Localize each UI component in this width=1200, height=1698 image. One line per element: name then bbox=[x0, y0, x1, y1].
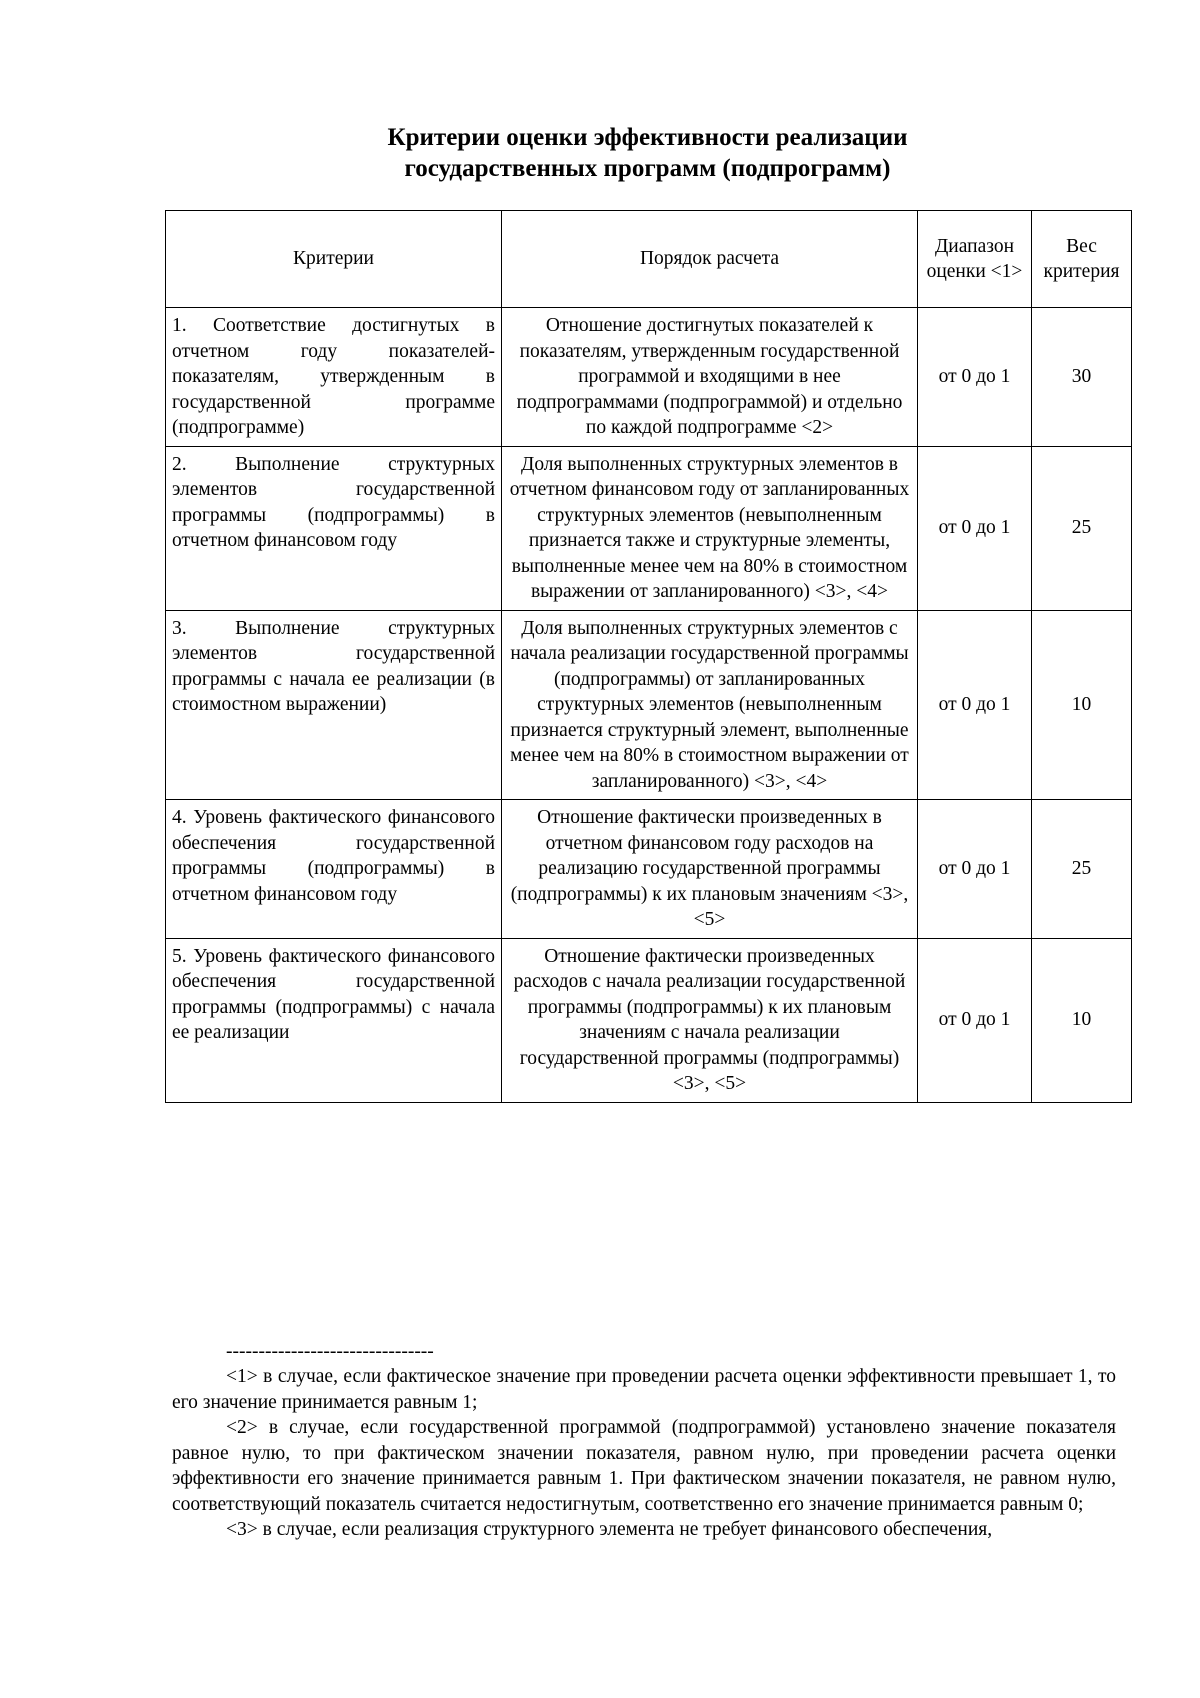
criterion-cell: 1. Соответствие достигнутых в отчетном году показателей-показателям, утвержденным в государственной программе (подпрограмме) bbox=[166, 308, 502, 447]
table-row bbox=[166, 938, 1132, 1102]
range-cell: от 0 до 1 bbox=[918, 446, 1032, 610]
weight-cell: 25 bbox=[1032, 446, 1132, 610]
weight-cell: 10 bbox=[1032, 938, 1132, 1102]
calculation-cell: Отношение фактически произведенных в отчетном финансовом году расходов на реализацию государственной программы (подпрограммы) к их плановым значениям <3>, <5> bbox=[502, 800, 918, 939]
calculation-cell: Отношение фактически произведенных расходов с начала реализации государственной программы (подпрограммы) к их плановым значениям с начала реализации государственной программы (подпрограммы) <3>, <5> bbox=[502, 938, 918, 1102]
header-calculation: Порядок расчета bbox=[502, 211, 918, 308]
footnote-1: <1> в случае, если фактическое значение при проведении расчета оценки эффективности превышает 1, то его значение принимается равным 1; bbox=[172, 1366, 1116, 1413]
table-row bbox=[166, 800, 1132, 939]
weight-cell: 25 bbox=[1032, 800, 1132, 939]
footnote-3: <3> в случае, если реализация структурного элемента не требует финансового обеспечения, bbox=[226, 1519, 993, 1540]
header-criteria: Критерии bbox=[166, 211, 502, 308]
header-weight: Вес критерия bbox=[1032, 211, 1132, 308]
criterion-cell: 3. Выполнение структурных элементов государственной программы с начала ее реализации (в стоимостном выражении) bbox=[166, 610, 502, 800]
criterion-cell: 4. Уровень фактического финансового обеспечения государственной программы (подпрограммы) в отчетном финансовом году bbox=[166, 800, 502, 939]
footnote-separator: -------------------------------- bbox=[226, 1341, 434, 1362]
document-title bbox=[165, 122, 1130, 184]
range-cell: от 0 до 1 bbox=[918, 800, 1032, 939]
table-row bbox=[166, 308, 1132, 447]
calculation-cell: Доля выполненных структурных элементов с начала реализации государственной программы (подпрограммы) от запланированных структурных элементов (невыполненным признается структурный элемент, выполненные менее чем на 80% в стоимостном выражении от запланированного) <3>, <4> bbox=[502, 610, 918, 800]
range-cell: от 0 до 1 bbox=[918, 610, 1032, 800]
header-range: Диапазон оценки <1> bbox=[918, 211, 1032, 308]
calculation-cell: Доля выполненных структурных элементов в отчетном финансовом году от запланированных структурных элементов (невыполненным признается также и структурные элементы, выполненные менее чем на 80% в стоимостном выражении от запланированного) <3>, <4> bbox=[502, 446, 918, 610]
table-row bbox=[166, 446, 1132, 610]
document-title-line-2: государственных программ (подпрограмм) bbox=[404, 155, 891, 182]
criterion-cell: 5. Уровень фактического финансового обеспечения государственной программы (подпрограммы) с начала ее реализации bbox=[166, 938, 502, 1102]
range-cell: от 0 до 1 bbox=[918, 308, 1032, 447]
weight-cell: 10 bbox=[1032, 610, 1132, 800]
criterion-cell: 2. Выполнение структурных элементов государственной программы (подпрограммы) в отчетном финансовом году bbox=[166, 446, 502, 610]
footnote-2: <2> в случае, если государственной программой (подпрограммой) установлено значение показателя равное нулю, то при фактическом значении показателя, равном нулю, при проведении расчета оценки эффективности его значение принимается равным 1. При фактическом значении показателя, не равном нулю, соответствующий показатель считается недостигнутым, соответственно его значение принимается равным 0; bbox=[172, 1417, 1116, 1515]
table-header-row bbox=[166, 211, 1132, 308]
footnotes bbox=[172, 1340, 1116, 1543]
table-row bbox=[166, 610, 1132, 800]
range-cell: от 0 до 1 bbox=[918, 938, 1032, 1102]
weight-cell: 30 bbox=[1032, 308, 1132, 447]
calculation-cell: Отношение достигнутых показателей к показателям, утвержденным государственной программой и входящими в нее подпрограммами (подпрограммой) и отдельно по каждой подпрограмме <2> bbox=[502, 308, 918, 447]
criteria-table bbox=[165, 210, 1132, 1103]
document-title-line-1: Критерии оценки эффективности реализации bbox=[387, 124, 908, 151]
